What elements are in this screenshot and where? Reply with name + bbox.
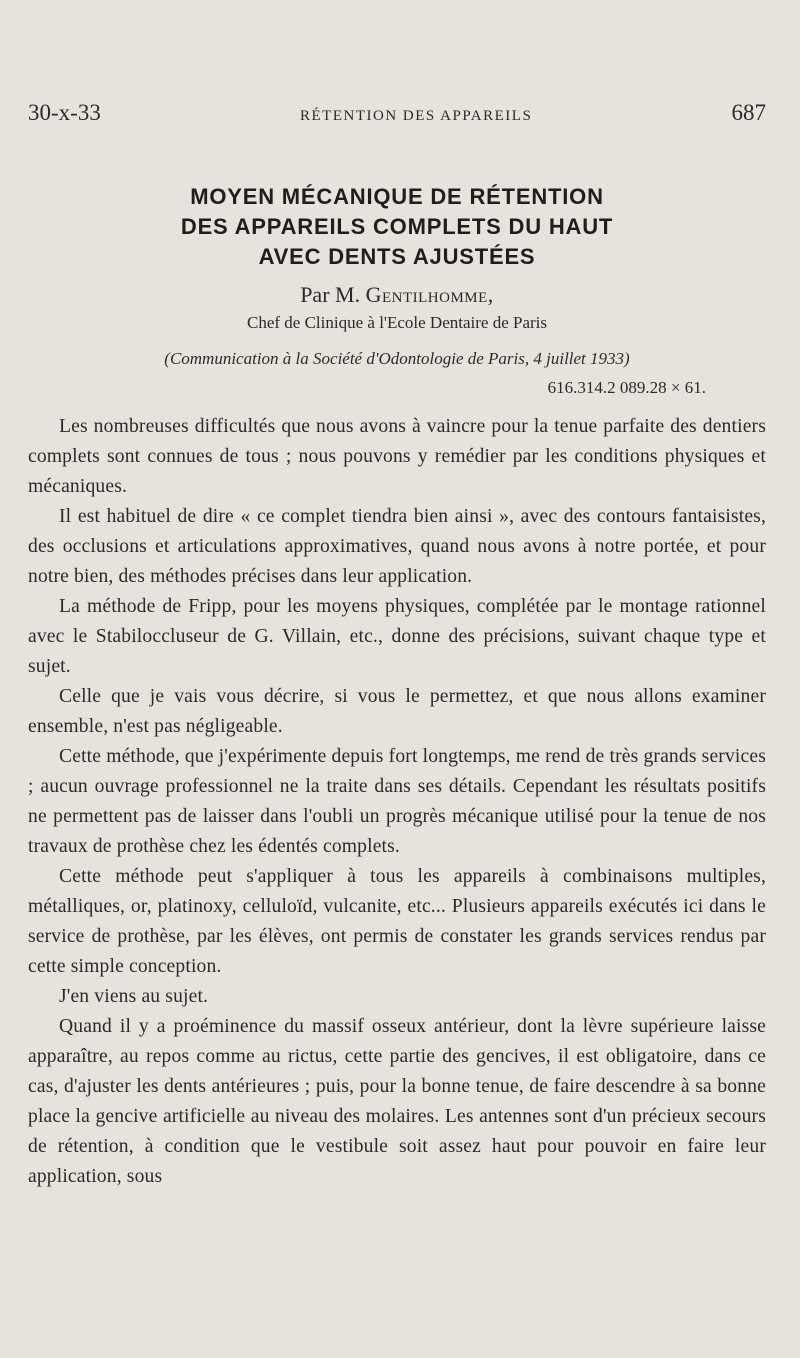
paragraph: Il est habituel de dire « ce complet tiendra bien ainsi », avec des contours fantaisistes, des occlusions et articulations approximatives, quand nous avons à notre portée, et pour notre bien, des méthodes précises dans leur application.: [28, 506, 766, 587]
author-name: Gentilhomme,: [365, 282, 494, 307]
author-line: [28, 280, 766, 310]
article-title: [28, 182, 766, 272]
title-line-3: AVEC DENTS AJUSTÉES: [258, 244, 536, 269]
communication-note: (Communication à la Société d'Odontologie de Paris, 4 juillet 1933): [164, 349, 630, 368]
article-body: [28, 412, 766, 1192]
title-line-1: MOYEN MÉCANIQUE DE RÉTENTION: [190, 184, 604, 209]
title-line-2: DES APPAREILS COMPLETS DU HAUT: [180, 214, 614, 239]
paragraph: Les nombreuses difficultés que nous avons à vaincre pour la tenue parfaite des dentiers complets sont connues de tous ; nous pouvons y remédier par les conditions physiques et mécaniques.: [28, 416, 766, 497]
classification-code: 616.314.2 089.28 × 61.: [547, 378, 706, 397]
paragraph: La méthode de Fripp, pour les moyens physiques, complétée par le montage rationnel avec le Stabiloccluseur de G. Villain, etc., donne des précisions, suivant chaque type et sujet.: [28, 596, 766, 677]
author-prefix: Par M.: [300, 282, 366, 307]
page-number: 687: [731, 100, 766, 125]
paragraph: J'en viens au sujet.: [59, 986, 209, 1007]
paragraph: Cette méthode peut s'appliquer à tous les appareils à combinaisons multiples, métalliques, or, platinoxy, celluloïd, vulcanite, etc... Plusieurs appareils exécutés ici dans le service de prothèse, par les élèves, ont permis de constater les grands services rendus par cette simple conception.: [28, 866, 766, 977]
author-affiliation: Chef de Clinique à l'Ecole Dentaire de Paris: [247, 313, 547, 332]
date-code: 30-x-33: [28, 100, 101, 125]
running-title: RÉTENTION DES APPAREILS: [300, 108, 533, 124]
paragraph: Celle que je vais vous décrire, si vous le permettez, et que nous allons examiner ensemble, n'est pas négligeable.: [28, 686, 766, 737]
running-head: [28, 100, 766, 140]
paragraph: Cette méthode, que j'expérimente depuis fort longtemps, me rend de très grands services ; aucun ouvrage professionnel ne la traite dans ses détails. Cependant les résultats positifs ne permettent pas de laisser dans l'oubli un progrès mécanique utilisé pour la tenue de nos travaux de prothèse chez les édentés complets.: [28, 746, 766, 857]
paragraph: Quand il y a proéminence du massif osseux antérieur, dont la lèvre supérieure laisse apparaître, au repos comme au rictus, cette partie des gencives, il est obligatoire, dans ce cas, d'ajuster les dents antérieures ; puis, pour la bonne tenue, de faire descendre à sa bonne place la gencive artificielle au niveau des molaires. Les antennes sont d'un précieux secours de rétention, à condition que le vestibule soit assez haut pour pouvoir en faire leur application, sous: [28, 1016, 766, 1187]
